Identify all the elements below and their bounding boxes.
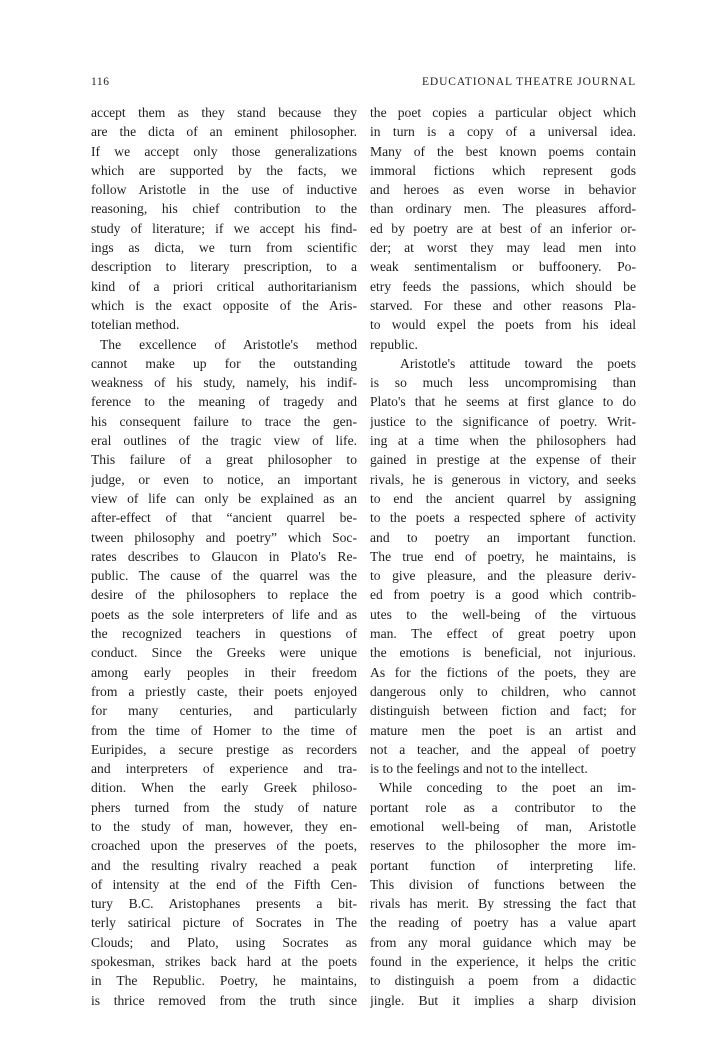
text-line: are the dicta of an eminent philosopher. [91,124,357,140]
text-line: While conceding to the poet an im- [379,780,636,796]
text-line: to distinguish a poem from a didactic [370,973,636,989]
running-head: EDUCATIONAL THEATRE JOURNAL [421,76,636,88]
text-line: poets as the sole interpreters of life and as [91,606,357,622]
text-line: justice to the significance of poetry. Writ- [370,413,636,429]
text-line: is so much less uncompromising than [370,375,636,391]
text-line: study of literature; if we accept his find- [91,220,357,236]
text-line: among early peoples in their freedom [91,664,357,680]
text-line: ference to the meaning of tragedy and [91,394,357,410]
text-line: is thrice removed from the truth since [91,992,357,1008]
left-column [91,103,357,1010]
text-line: view of life can only be explained as an [91,490,357,506]
text-line: cannot make up for the outstanding [91,355,357,371]
text-line: utes to the well-being of the virtuous [370,606,636,622]
text-line: the poet copies a particular object which [370,105,636,120]
text-line: distinguish between fiction and fact; for [370,703,636,719]
text-line: terly satirical picture of Socrates in The [91,915,357,931]
text-line: ing at a time when the philosophers had [370,433,636,449]
text-line: description to literary prescription, to a [91,259,357,275]
text-line: and the resulting rivalry reached a peak [91,857,357,873]
text-line: dition. When the early Greek philoso- [91,780,357,796]
text-line: Plato's that he seems at first glance to do [370,394,636,410]
text-line: and heroes as even worse in behavior [370,182,636,198]
text-line: to give pleasure, and the pleasure deriv- [370,568,636,584]
text-line: to the poets a respected sphere of activity [370,510,636,526]
text-line: ed from poetry is a good which contrib- [370,587,636,603]
text-line: found in the experience, it helps the critic [370,954,636,970]
text-line: conduct. Since the Greeks were unique [91,645,357,661]
text-line: in turn is a copy of a universal idea. [370,124,636,140]
text-line: If we accept only those generalizations [91,143,357,159]
text-line: from the time of Homer to the time of [91,722,357,738]
text-line: accept them as they stand because they [91,105,357,120]
text-line: eral outlines of the tragic view of life. [91,433,357,449]
text-line: to the study of man, however, they en- [91,818,357,834]
text-line: rivals has merit. By stressing the fact that [370,896,636,912]
text-line: in The Republic. Poetry, he maintains, [91,973,357,989]
text-line: from a priestly caste, their poets enjoyed [91,683,357,699]
text-line: tween philosophy and poetry” which Soc- [91,529,357,545]
text-line: This failure of a great philosopher to [91,452,357,468]
text-line: The true end of poetry, he maintains, is [370,548,636,564]
text-line: which are supported by the facts, we [91,162,357,178]
text-line: starved. For these and other reasons Pla- [370,297,636,313]
text-line: to end the ancient quarrel by assigning [370,490,636,506]
text-line: tury B.C. Aristophanes presents a bit- [91,896,357,912]
text-line: The excellence of Aristotle's method [100,336,357,352]
text-line: kind of a priori critical authoritarianism [91,278,357,294]
text-line: portant function of interpreting life. [370,857,636,873]
text-line: reasoning, his chief contribution to the [91,201,357,217]
text-line: gained in prestige at the expense of their [370,452,636,468]
text-line: of intensity at the end of the Fifth Cen- [91,876,357,892]
text-line: dangerous only to children, who cannot [370,683,636,699]
text-line: spokesman, strikes back hard at the poets [91,954,357,970]
text-line: and to poetry an important function. [370,529,636,545]
text-line: to would expel the poets from his ideal [370,317,636,333]
page-number: 116 [91,76,110,88]
right-column [370,103,636,1010]
text-line: than ordinary men. The pleasures afford- [370,201,636,217]
text-line: immoral fictions which represent gods [370,162,636,178]
text-line: Euripides, a secure prestige as recorders [91,741,357,757]
text-line: the recognized teachers in questions of [91,626,357,642]
text-line: portant role as a contributor to the [370,799,636,815]
text-line: judge, or even to notice, an important [91,471,357,487]
text-line: totelian method. [91,317,180,333]
text-line: mature men the poet is an artist and [370,722,636,738]
text-line: follow Aristotle in the use of inductive [91,182,357,198]
text-line: from any moral guidance which may be [370,934,636,950]
text-line: public. The cause of the quarrel was the [91,568,357,584]
text-line: rates describes to Glaucon in Plato's Re- [91,548,357,564]
text-line: croached upon the preserves of the poets, [91,838,357,854]
text-line: Clouds; and Plato, using Socrates as [91,934,357,950]
text-line: jingle. But it implies a sharp division [370,992,636,1008]
text-line: Many of the best known poems contain [370,143,636,159]
text-line: and interpreters of experience and tra- [91,761,357,777]
text-line: ings as dicta, we turn from scientific [91,240,357,256]
text-line: Aristotle's attitude toward the poets [400,355,636,371]
text-line: not a teacher, and the appeal of poetry [370,741,636,757]
text-line: which is the exact opposite of the Aris- [91,297,357,313]
text-line: weakness of his study, namely, his indif- [91,375,357,391]
text-line: for many centuries, and particularly [91,703,357,719]
text-line: his consequent failure to trace the gen- [91,413,357,429]
text-line: phers turned from the study of nature [91,799,357,815]
text-line: man. The effect of great poetry upon [370,626,636,642]
page-header [91,76,636,92]
text-line: etry feeds the passions, which should be [370,278,636,294]
text-line: after-effect of that “ancient quarrel be- [91,510,357,526]
text-line: As for the fictions of the poets, they are [370,664,636,680]
text-line: ed by poetry are at best of an inferior or- [370,220,636,236]
text-line: der; at worst they may lead men into [370,240,636,256]
text-line: This division of functions between the [370,876,636,892]
text-line: emotional well-being of man, Aristotle [370,818,636,834]
text-line: the emotions is beneficial, not injurious. [370,645,636,661]
text-line: rivals, he is generous in victory, and seeks [370,471,636,487]
text-line: the reading of poetry has a value apart [370,915,636,931]
text-line: reserves to the philosopher the more im- [370,838,636,854]
text-line: republic. [370,336,418,352]
text-line: is to the feelings and not to the intellect. [370,761,588,777]
text-line: weak sentimentalism or buffoonery. Po- [370,259,636,275]
text-line: desire of the philosophers to replace the [91,587,357,603]
